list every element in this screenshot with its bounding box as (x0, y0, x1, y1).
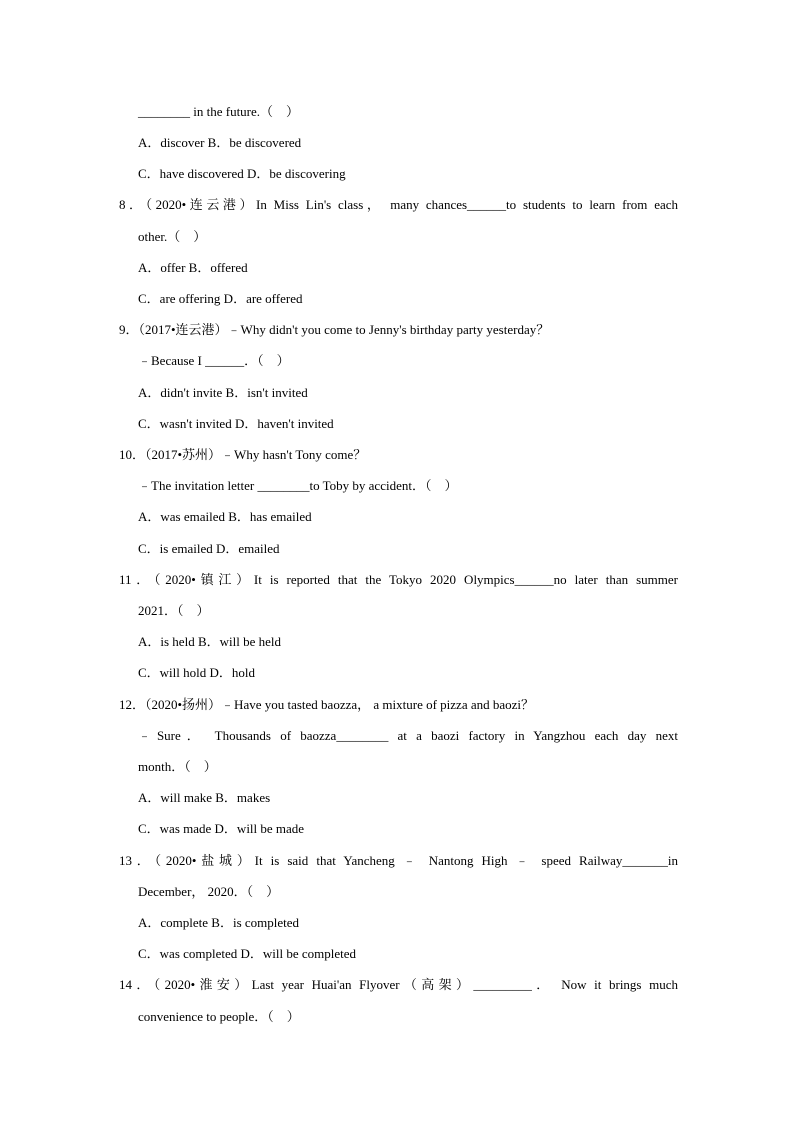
q7-options-ab: A．discover B．be discovered (138, 135, 302, 150)
q11-options-cd: C．will hold D．hold (138, 665, 256, 680)
q10-options-ab: A．was emailed B．has emailed (138, 509, 312, 524)
q13-options-cd: C．was completed D．will be completed (138, 946, 357, 961)
q13-options-ab: A．complete B．is completed (138, 915, 300, 930)
q10-stem-line2: ﹣The invitation letter ________to Toby by accident．（ ） (138, 478, 458, 493)
q10-options-cd: C．is emailed D．emailed (138, 541, 280, 556)
q8-stem-line2: other.（ ） (138, 229, 207, 244)
q7-options-cd: C．have discovered D．be discovering (138, 166, 346, 181)
q11-stem-line1: 11．（2020•镇江）It is reported that the Tokyo 2020 Olympics______no later than summer (119, 572, 678, 587)
q12-options-cd: C．was made D．will be made (138, 821, 305, 836)
q7-stem-tail: ________ in the future.（ ） (138, 104, 300, 119)
q8-stem-line1: 8．（2020•连云港）In Miss Lin's class， many chances______to students to learn from each (119, 197, 678, 212)
q9-options-ab: A．didn't invite B．isn't invited (138, 385, 308, 400)
q9-options-cd: C．wasn't invited D．haven't invited (138, 416, 334, 431)
q8-options-ab: A．offer B．offered (138, 260, 248, 275)
q9-stem-line2: ﹣Because I ______．（ ） (138, 353, 290, 368)
q8-options-cd: C．are offering D．are offered (138, 291, 303, 306)
q13-stem-line2: December， 2020．（ ） (138, 884, 280, 899)
q12-stem-line3: month．（ ） (138, 759, 217, 774)
q13-stem-line1: 13．（2020•盐城）It is said that Yancheng ﹣ Nantong High ﹣ speed Railway_______in (119, 853, 678, 868)
q11-options-ab: A．is held B．will be held (138, 634, 281, 649)
q9-stem-line1: 9．（2017•连云港）﹣Why didn't you come to Jenny's birthday party yesterday？ (119, 322, 550, 337)
q14-stem-line2: convenience to people．（ ） (138, 1009, 300, 1024)
q10-stem-line1: 10．（2017•苏州）﹣Why hasn't Tony come？ (119, 447, 367, 462)
q12-stem-line1: 12．（2020•扬州）﹣Have you tasted baozza， a mixture of pizza and baozi？ (119, 697, 535, 712)
q12-stem-line2: ﹣Sure． Thousands of baozza________ at a baozi factory in Yangzhou each day next (138, 728, 678, 743)
q14-stem-line1: 14．（2020•淮安）Last year Huai'an Flyover（高架）_________． Now it brings much (119, 977, 678, 992)
q12-options-ab: A．will make B．makes (138, 790, 271, 805)
q11-stem-line2: 2021．（ ） (138, 603, 210, 618)
